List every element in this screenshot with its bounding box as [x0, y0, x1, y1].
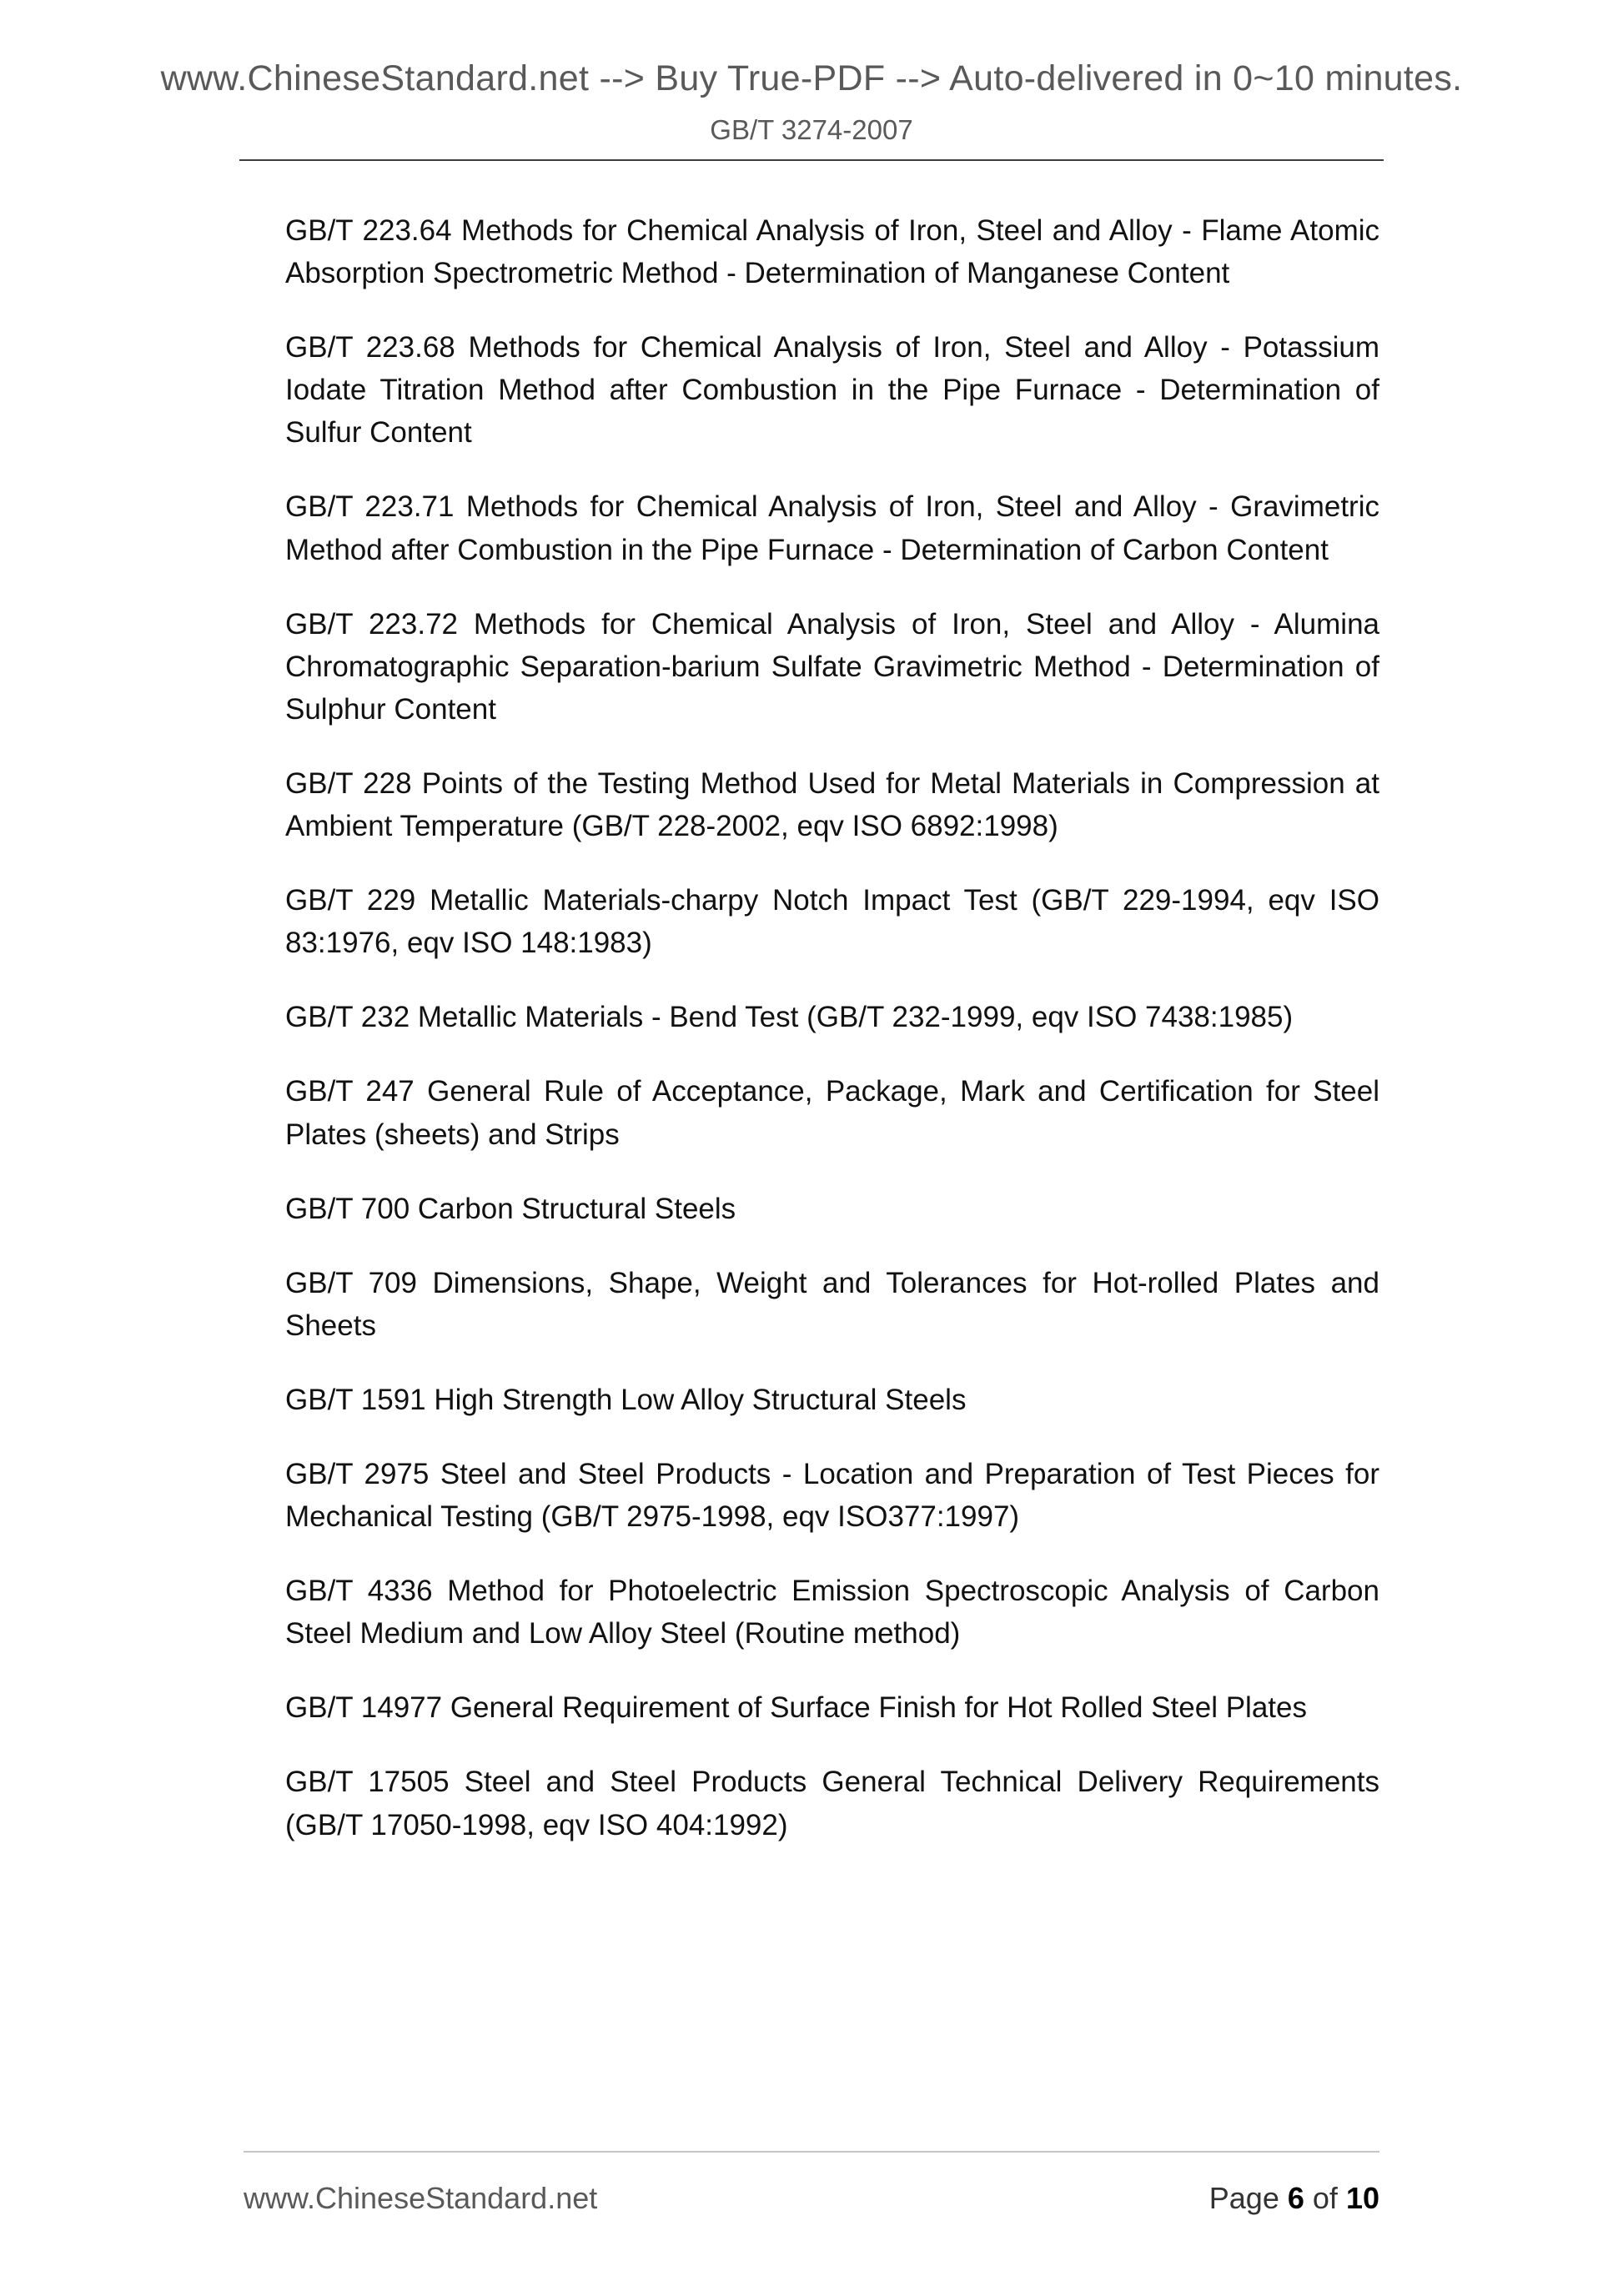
document-body [285, 209, 1379, 1846]
reference-paragraph: GB/T 229 Metallic Materials-charpy Notch Impact Test (GB/T 229-1994, eqv ISO 83:1976, eqv ISO 148:1983) [285, 884, 1379, 960]
page-footer [244, 2151, 1379, 2216]
header-rule [239, 159, 1384, 161]
reference-paragraph: GB/T 228 Points of the Testing Method Used for Metal Materials in Compression at Ambient Temperature (GB/T 228-2002, eqv ISO 6892:1998) [285, 766, 1379, 843]
footer-row [244, 2181, 1379, 2216]
reference-paragraph: GB/T 2975 Steel and Steel Products - Location and Preparation of Test Pieces for Mechanical Testing (GB/T 2975-1998, eqv ISO377:1997) [285, 1457, 1379, 1534]
page-header [0, 0, 1623, 161]
footer-rule [244, 2151, 1379, 2153]
of-label: of [1312, 2181, 1338, 2215]
page-label: Page [1208, 2181, 1279, 2215]
footer-page-indicator [1209, 2181, 1379, 2216]
reference-paragraph: GB/T 223.68 Methods for Chemical Analysis of Iron, Steel and Alloy - Potassium Iodate Titration Method after Combustion in the Pipe Furnace - Determination of Sulfur Content [285, 331, 1379, 450]
reference-paragraph: GB/T 709 Dimensions, Shape, Weight and Tolerances for Hot-rolled Plates and Sheets [285, 1266, 1379, 1342]
reference-paragraph: GB/T 17505 Steel and Steel Products General Technical Delivery Requirements (GB/T 17050-1998, eqv ISO 404:1992) [285, 1766, 1379, 1841]
reference-paragraph: GB/T 223.72 Methods for Chemical Analysis of Iron, Steel and Alloy - Alumina Chromatographic Separation-barium Sulfate Gravimetric Method - Determination of Sulphur Content [285, 607, 1379, 726]
reference-paragraph: GB/T 247 General Rule of Acceptance, Package, Mark and Certification for Steel Plates (sheets) and Strips [285, 1075, 1379, 1151]
reference-paragraph: GB/T 223.71 Methods for Chemical Analysis of Iron, Steel and Alloy - Gravimetric Method after Combustion in the Pipe Furnace - Determination of Carbon Content [285, 490, 1379, 566]
doc-number: GB/T 3274-2007 [710, 114, 913, 145]
reference-paragraph: GB/T 4336 Method for Photoelectric Emission Spectroscopic Analysis of Carbon Steel Medium and Low Alloy Steel (Routine method) [285, 1575, 1379, 1650]
reference-paragraph: GB/T 223.64 Methods for Chemical Analysis of Iron, Steel and Alloy - Flame Atomic Absorption Spectrometric Method - Determination of Manganese Content [285, 214, 1379, 290]
reference-paragraph: GB/T 700 Carbon Structural Steels [285, 1192, 736, 1225]
header-promo: www.ChineseStandard.net --> Buy True-PDF --> Auto-delivered in 0~10 minutes. [160, 58, 1463, 98]
reference-paragraph: GB/T 232 Metallic Materials - Bend Test (GB/T 232-1999, eqv ISO 7438:1985) [285, 1001, 1294, 1034]
page-current: 6 [1287, 2181, 1304, 2215]
reference-paragraph: GB/T 14977 General Requirement of Surface Finish for Hot Rolled Steel Plates [285, 1691, 1307, 1725]
reference-paragraph: GB/T 1591 High Strength Low Alloy Structural Steels [285, 1383, 967, 1416]
footer-site: www.ChineseStandard.net [244, 2181, 598, 2215]
page-total: 10 [1345, 2181, 1379, 2215]
